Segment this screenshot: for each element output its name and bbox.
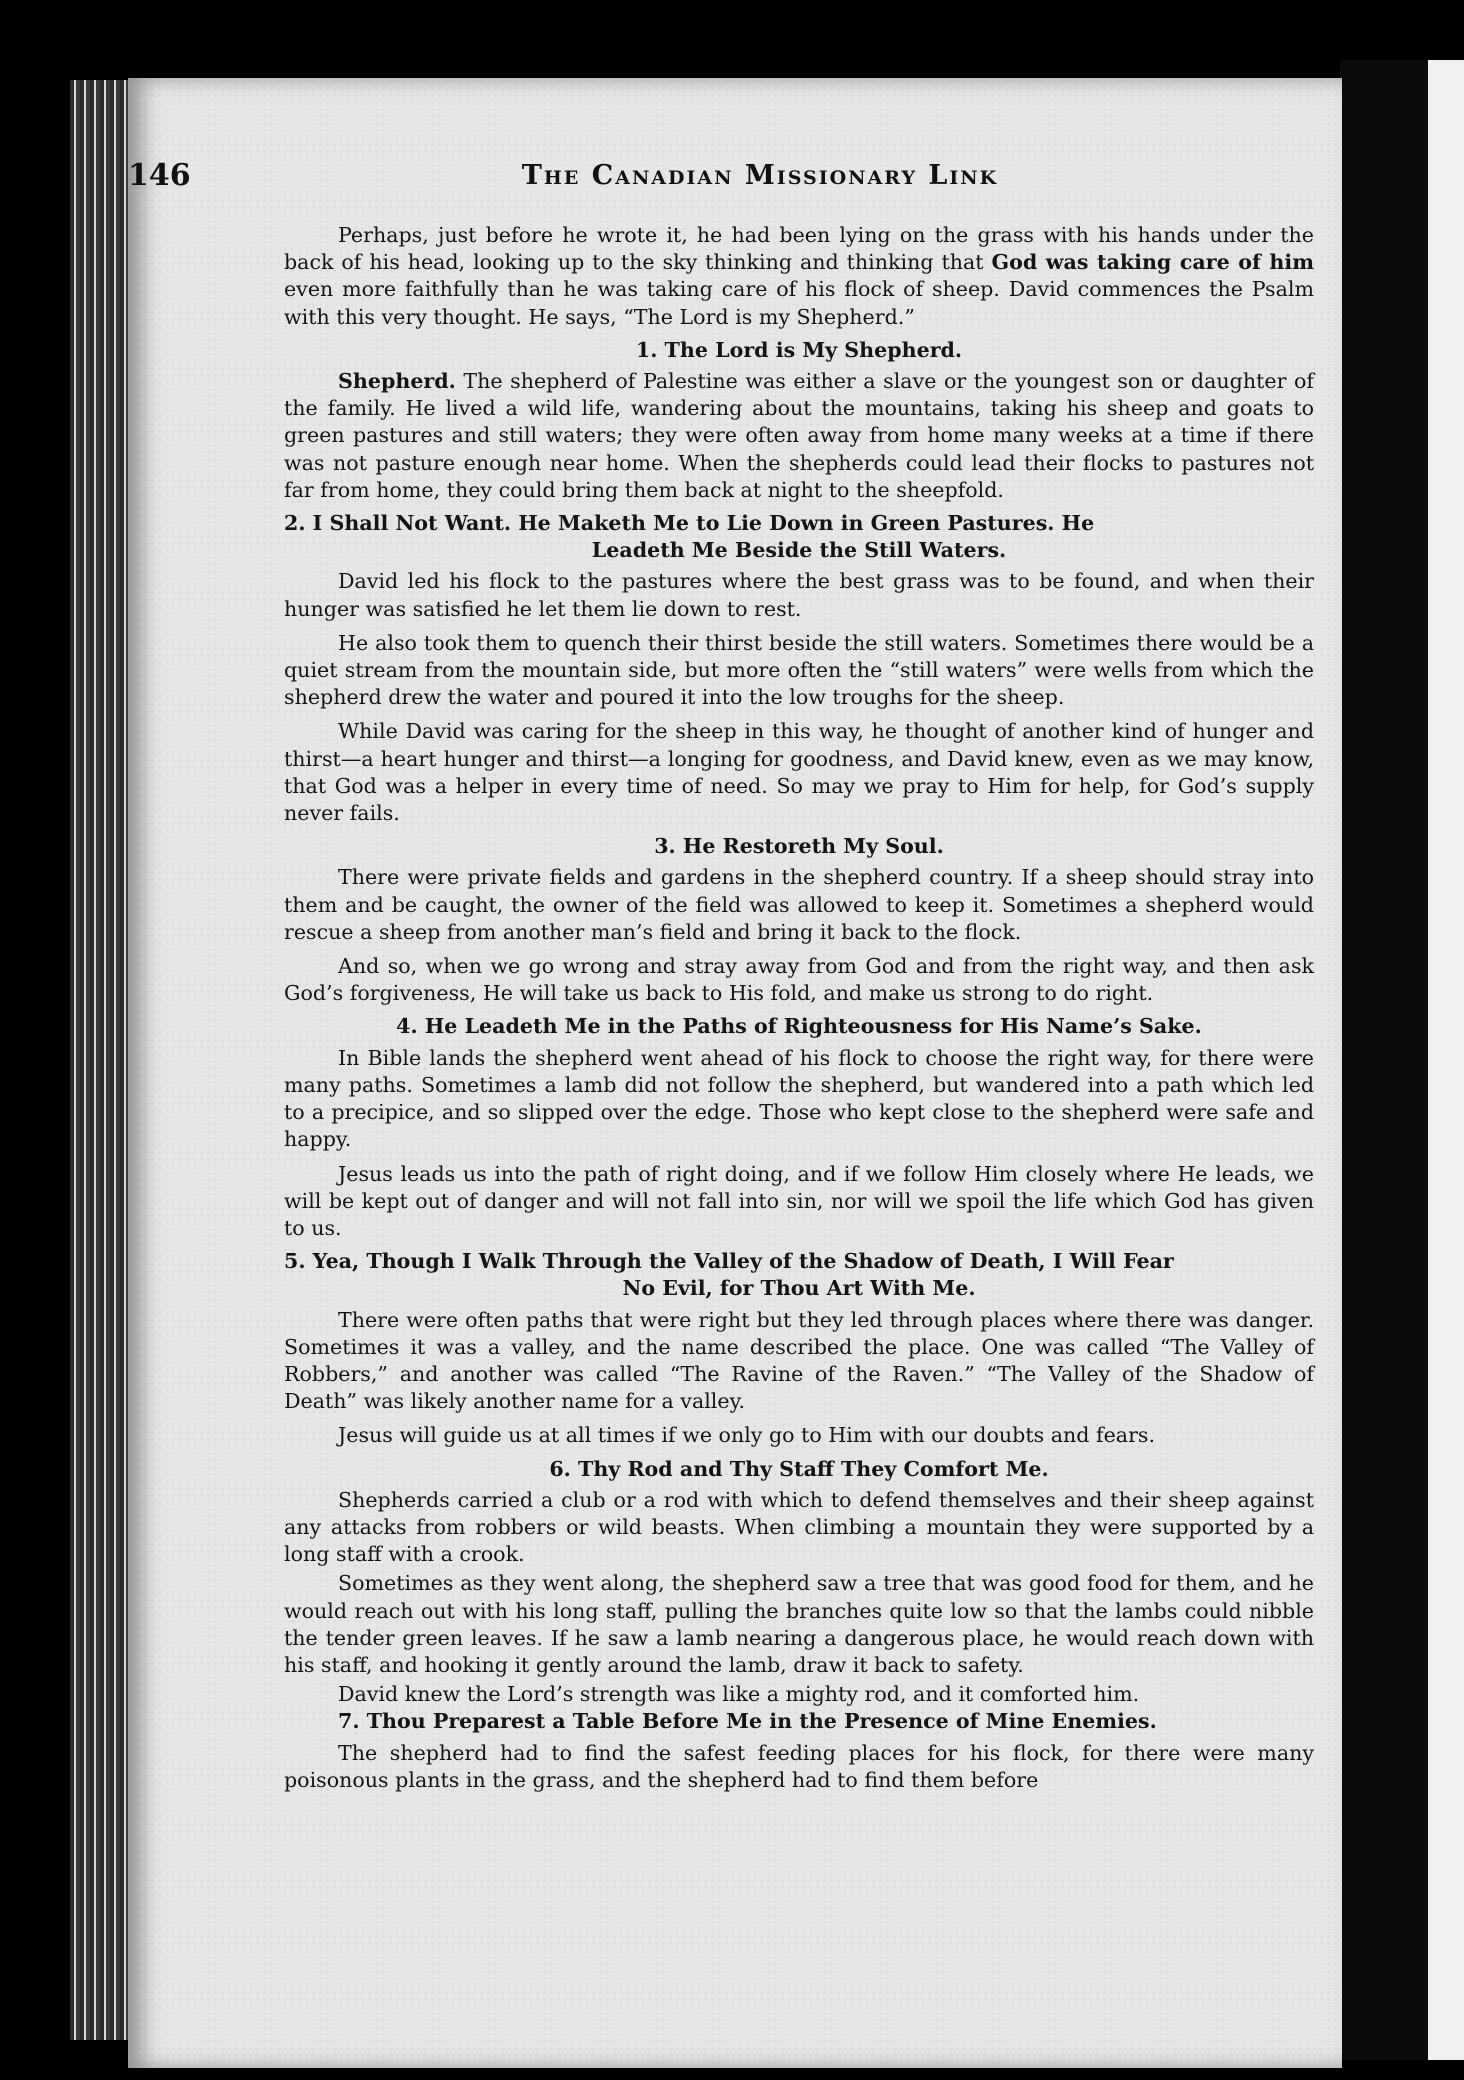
book-gutter (1340, 60, 1428, 2060)
page-body (284, 222, 1314, 1794)
section-heading-7: 7. Thou Preparest a Table Before Me in the Presence of Mine Enemies. (338, 1709, 1157, 1734)
section-heading-2: 2. I Shall Not Want. He Maketh Me to Lie Down in Green Pastures. He Leadeth Me Beside the Still Waters. (284, 511, 1095, 563)
paragraph: There were often paths that were right but they led through places where there was danger. Sometimes it was a valley, and the name described the place. One was called “The Valley of Robbers,” and another was called “The Ravine of the Raven.” “The Valley of the Shadow of Death” was likely another name for a valley. (284, 1307, 1314, 1414)
paragraph: And so, when we go wrong and stray away from God and from the right way, and then ask God’s forgiveness, He will take us back to His fold, and make us strong to do right. (284, 954, 1314, 1006)
section-heading-5: 5. Yea, Though I Walk Through the Valley of the Shadow of Death, I Will Fear No Evil, for Thou Art With Me. (284, 1249, 1174, 1301)
adjacent-page-edge (1428, 60, 1464, 2060)
paragraph: In Bible lands the shepherd went ahead of his flock to choose the right way, for there were many paths. Sometimes a lamb did not follow the shepherd, but wandered into a path which led to a precipice, and so slipped over the edge. Those who kept close to the shepherd were safe and happy. (284, 1045, 1314, 1152)
paragraph: He also took them to quench their thirst beside the still waters. Sometimes there would be a quiet stream from the mountain side, but more often the “still waters” were wells from which the shepherd drew the water and poured it into the low troughs for the sheep. (284, 630, 1314, 710)
section-heading-1: 1. The Lord is My Shepherd. (635, 337, 963, 362)
paragraph: Jesus leads us into the path of right doing, and if we follow Him closely where He leads, we will be kept out of danger and will not fall into sin, nor will we spoil the life which God has given to us. (284, 1161, 1314, 1240)
page-number: 146 (128, 158, 191, 193)
paragraph: There were private fields and gardens in the shepherd country. If a sheep should stray into them and be caught, the owner of the field was allowed to keep it. Sometimes a shepherd would rescue a sheep from another man’s field and bring it back to the flock. (284, 865, 1314, 944)
paragraph: David led his flock to the pastures where the best grass was to be found, and when their hunger was satisfied he let them lie down to rest. (284, 569, 1314, 621)
paragraph: David knew the Lord’s strength was like a mighty rod, and it comforted him. (338, 1682, 1140, 1707)
paragraph: The shepherd had to find the safest feeding places for his flock, for there were many poisonous plants in the grass, and the shepherd had to find them before (284, 1740, 1314, 1792)
running-title: The Canadian Missionary Link (521, 160, 999, 191)
section-heading-3: 3. He Restoreth My Soul. (654, 834, 944, 859)
paragraph: Shepherds carried a club or a rod with which to defend themselves and their sheep against any attacks from robbers or wild beasts. When climbing a mountain they were supported by a long staff with a crook. (284, 1487, 1314, 1567)
paragraph: Shepherd. The shepherd of Palestine was either a slave or the youngest son or daughter of the family. He lived a wild life, wandering about the mountains, taking his sheep and goats to green pastures and still waters; they were often away from home many weeks at a time if there was not pasture enough near home. When the shepherds could lead their flocks to pastures not far from home, they could bring them back at night to the sheepfold. (284, 369, 1314, 502)
section-heading-6: 6. Thy Rod and Thy Staff They Comfort Me. (549, 1456, 1049, 1481)
term: Shepherd. (338, 369, 456, 394)
section-heading-4: 4. He Leadeth Me in the Paths of Righteousness for His Name’s Sake. (396, 1014, 1202, 1039)
paragraph: While David was caring for the sheep in this way, he thought of another kind of hunger and thirst—a heart hunger and thirst—a longing for goodness, and David knew, even as we may know, that God was a helper in every time of need. So may we pray to Him for help, for God’s supply never fails. (284, 719, 1314, 826)
paragraph: Perhaps, just before he wrote it, he had been lying on the grass with his hands under the back of his head, looking up to the sky thinking and thinking that God was taking care of him even more faithfully than he was taking care of his flock of sheep. David commences the Psalm with this very thought. He says, “The Lord is my Shepherd.” (284, 223, 1314, 329)
emphasis: God was taking care of him (991, 250, 1314, 275)
paragraph: Sometimes as they went along, the shepherd saw a tree that was good food for them, and he would reach out with his long staff, pulling the branches quite low so that the lambs could nibble the tender green leaves. If he saw a lamb nearing a dangerous place, he would reach down with his staff, and hooking it gently around the lamb, draw it back to safety. (284, 1571, 1314, 1677)
paragraph: Jesus will guide us at all times if we only go to Him with our doubts and fears. (338, 1423, 1156, 1448)
